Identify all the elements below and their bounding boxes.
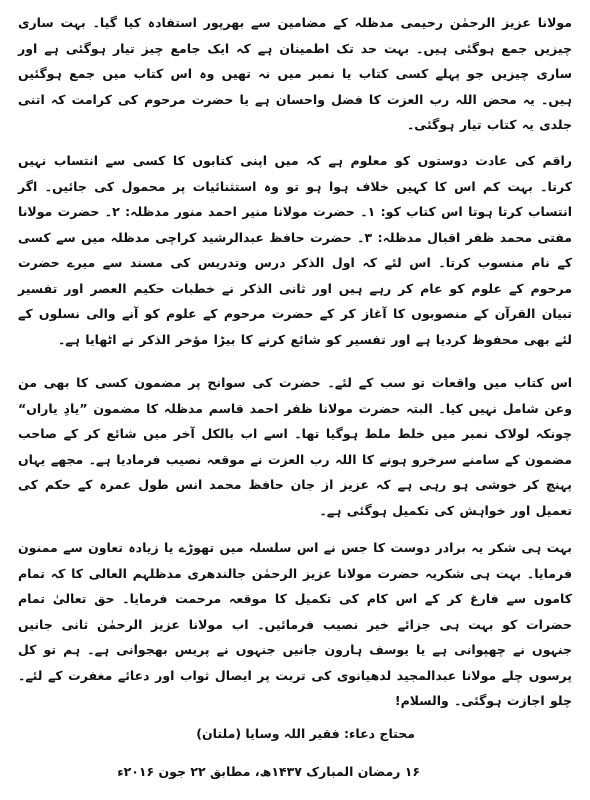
- paragraph-contents-note: اس کتاب میں واقعات تو سب کے لئے۔ حضرت کی سوانح پر مضمون کسی کا بھی من وعن شامل نہیں کیا۔ البتہ حضرت مولانا ظفر احمد قاسم مدظلہ کا مضمون ”یادِ یاراں“ چونکہ لولاک نمبر میں خلط ملط ہوگیا تھا۔ اسے اب بالکل آخر میں شائع کر کے صاحب مضمون کے سامنے سرخرو ہونے کا اللہ رب العزت نے موقعہ نصیب فرمادیا ہے۔ مجھے یہاں پہنچ کر خوشی ہو رہی ہے کہ عزیز از جان حافظ محمد انس طول عمرہ کے حکم کی تعمیل اور خواہش کی تکمیل ہوگئی ہے۔: [18, 375, 572, 518]
- author-signature: محتاج دعاء: فقیر اللہ وسایا (ملتان): [196, 726, 415, 741]
- signature-date: ۱۶ رمضان المبارک ۱۴۳۷ھ، مطابق ۲۲ جون ۲۰۱۶ء: [117, 764, 420, 779]
- paragraph-thanks: بہت ہی شکر یہ برادر دوست کا جس نے اس سلسلہ میں تھوڑے یا زیادہ تعاون سے ممنون فرمایا۔ بہت ہی شکریہ حضرت مولانا عزیز الرحمٰن جالندھری مدظلہم العالی کا کہ تمام کاموں سے فارغ کر کے اس کام کی تکمیل کا موقعہ مرحمت فرمایا۔ حق تعالیٰ تمام حضرات کو بہت ہی جزائے خیر نصیب فرمائیں۔ اب مولانا عزیز الرحمٰن ثانی جانیں جنہوں نے چھپوانی ہے یا یوسف ہارون جانیں جنہوں نے پریس بھجوانی ہے۔ ہم تو کل پرسوں چلے مولانا عبدالمجید لدھیانوی کی تربت پر ایصال ثواب اور دعائے مغفرت کے لئے۔ چلو اجازت ہوگئی۔ والسلام!: [18, 540, 572, 708]
- paragraph-acknowledgement: مولانا عزیز الرحمٰن رحیمی مدظلہ کے مضامین سے بھرپور استفادہ کیا گیا۔ بہت ساری چیزیں جمع ہوگئی ہیں۔ بہت حد تک اطمینان ہے کہ ایک جامع چیز تیار ہوگئی ہے اور ساری چیزیں جو پہلے کسی کتاب یا نمبر میں نہ تھیں وہ اس کتاب میں جمع ہوگئیں ہیں۔ یہ محض اللہ رب العزت کا فضل واحسان ہے یا حضرت مرحوم کی کرامت کہ اتنی جلدی یہ کتاب تیار ہوگئی۔: [18, 15, 572, 132]
- paragraph-dedication: راقم کی عادت دوستوں کو معلوم ہے کہ میں اپنی کتابوں کا کسی سے انتساب نہیں کرتا۔ بہت کم اس کا کہیں خلاف ہوا ہو تو وہ استثنائیات پر محمول کی جائیں۔ اگر انتساب کرتا ہوتا اس کتاب کو: ۱۔ حضرت مولانا منیر احمد منور مدظلہ: ۲۔ حضرت مولانا مفتی محمد ظفر اقبال مدظلہ: ۳۔ حضرت حافظ عبدالرشید کراچی مدظلہ میں سے کسی کے نام منسوب کرتا۔ اس لئے کہ اول الذکر درس وتدریس کی مسند سے میرے حضرت مرحوم کے علوم کو عام کر رہے ہیں اور ثانی الذکر نے خطبات حکیم العصر اور تفسیر تبیان القرآن کے منصوبوں کا آغاز کر کے حضرت مرحوم کے علوم کو آنے والی نسلوں کے لئے بھی محفوظ کردیا ہے اور تفسیر کو شائع کرنے کا بیڑا مؤخر الذکر نے اٹھایا ہے۔: [18, 153, 572, 347]
